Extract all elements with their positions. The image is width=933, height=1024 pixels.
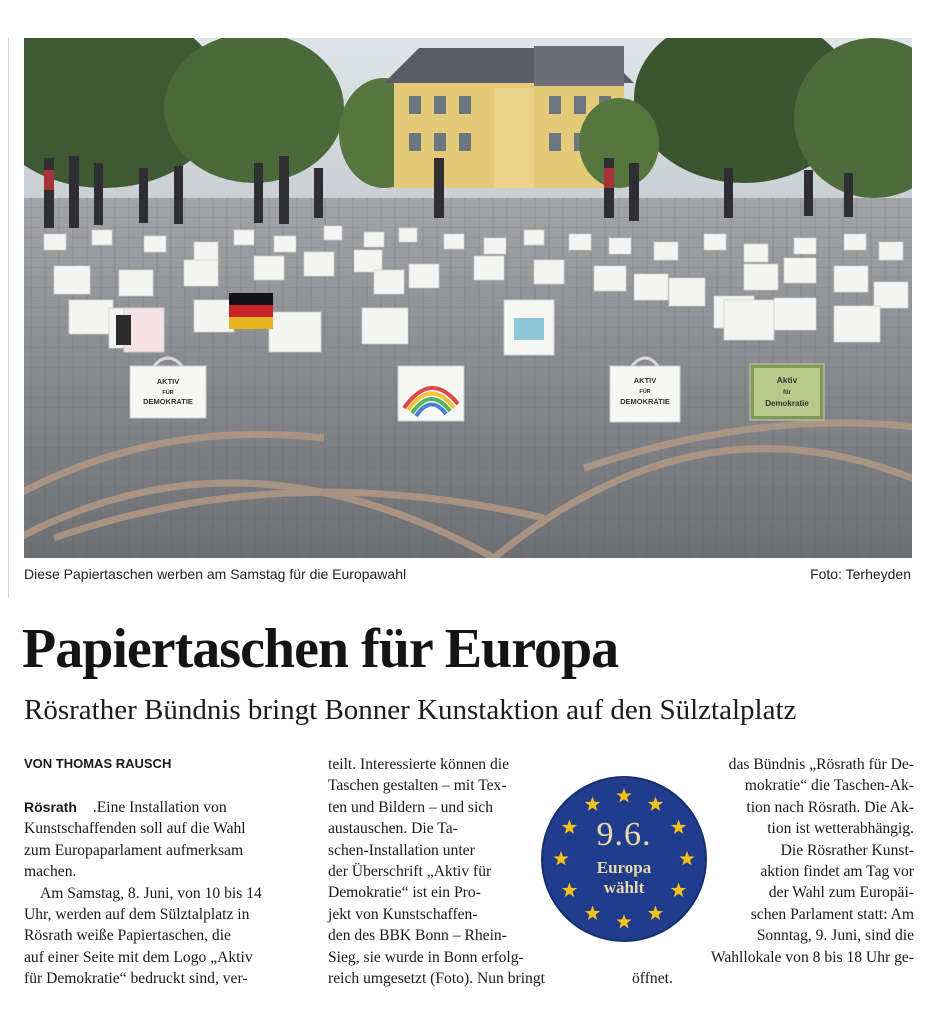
text-line: der Wahl zum Europäi- <box>768 884 914 902</box>
svg-text:für: für <box>783 390 791 396</box>
eu-star-icon <box>648 796 663 810</box>
text-line: Am Samstag, 8. Juni, von 10 bis 14 <box>40 884 262 902</box>
svg-text:FÜR: FÜR <box>639 389 651 395</box>
photo-illustration <box>24 38 912 558</box>
text-line: Uhr, werden auf dem Sülztalplatz in <box>24 906 250 924</box>
svg-text:DEMOKRATIE: DEMOKRATIE <box>143 397 193 406</box>
text-line: öffnet. <box>632 970 673 988</box>
svg-text:DEMOKRATIE: DEMOKRATIE <box>620 397 670 406</box>
text-line: auf einer Seite mit dem Logo „Aktiv <box>24 948 253 966</box>
badge-line-1: Europa <box>596 858 652 877</box>
bag-aktiv-left <box>130 358 206 418</box>
text-line: tion nach Rösrath. Die Ak- <box>746 798 914 816</box>
text-line: für Demokratie“ bedruckt sind, ver- <box>24 970 248 988</box>
eu-star-icon <box>616 788 631 802</box>
bag-rainbow <box>398 366 464 421</box>
text-line: den des BBK Bonn – Rhein- <box>328 927 507 945</box>
text-line: aktion findet am Tag vor <box>760 863 914 881</box>
text-line: tion ist wetterabhängig. <box>767 820 914 838</box>
article-column-2 <box>328 754 545 989</box>
text-line: mokratie“ die Taschen-Ak- <box>744 777 914 795</box>
page-edge-line <box>8 38 9 598</box>
subheadline: Rösrather Bündnis bringt Bonner Kunstaktion auf den Sülztalplatz <box>24 694 797 726</box>
photo-caption: Diese Papiertaschen werben am Samstag für die Europawahl <box>24 566 407 582</box>
svg-text:AKTIV: AKTIV <box>156 377 180 386</box>
text-line: Rösrath .Eine Installation von <box>24 799 227 816</box>
svg-text:Demokratie: Demokratie <box>765 399 809 408</box>
text-line: Sieg, sie wurde in Bonn erfolg- <box>328 948 524 966</box>
text-line: Die Rösrather Kunst- <box>780 841 914 859</box>
svg-text:FÜR: FÜR <box>162 390 174 396</box>
article-column-1 <box>24 797 297 990</box>
text-line: Sonntag, 9. Juni, sind die <box>756 927 914 945</box>
text-line: jekt von Kunstschaffen- <box>328 905 478 923</box>
eu-star-icon <box>616 914 631 928</box>
article-photo <box>24 38 912 558</box>
text-line: Rösrath weiße Papiertaschen, die <box>24 927 231 945</box>
text-line: schen Parlament statt: Am <box>750 905 914 923</box>
eu-star-icon <box>648 906 663 920</box>
text-line: das Bündnis „Rösrath für De- <box>728 756 914 773</box>
eu-star-icon <box>585 906 600 920</box>
text-line: ten und Bildern – und sich <box>328 798 494 816</box>
badge-date: 9.6. <box>596 816 652 853</box>
headline: Papiertaschen für Europa <box>22 618 619 680</box>
text-line: Demokratie“ ist ein Pro- <box>328 884 481 902</box>
text-line: teilt. Interessierte können die <box>328 756 509 773</box>
eu-star-icon <box>585 796 600 810</box>
text-line: Wahllokale von 8 bis 18 Uhr ge- <box>710 948 914 966</box>
text-line: schen-Installation unter <box>328 841 475 859</box>
text-line: Taschen gestalten – mit Tex- <box>328 777 507 795</box>
text-line: der Überschrift „Aktiv für <box>328 863 492 881</box>
text-line: austauschen. Die Ta- <box>328 820 458 838</box>
text-line: machen. <box>24 863 77 881</box>
badge-line-2: wählt <box>603 878 645 897</box>
dateline-city: Rösrath <box>24 799 77 815</box>
photo-credit: Foto: Terheyden <box>810 566 911 582</box>
europe-election-badge <box>541 776 707 942</box>
svg-text:Aktiv: Aktiv <box>776 375 798 385</box>
text-line: reich umgesetzt (Foto). Nun bringt <box>328 970 545 988</box>
text-line: zum Europaparlament aufmerksam <box>24 841 244 859</box>
bag-aktiv-center <box>610 358 680 422</box>
byline: VON THOMAS RAUSCH <box>24 756 172 771</box>
text-line: Kunstschaffenden soll auf die Wahl <box>24 820 246 838</box>
bag-aktiv-painted <box>750 364 824 420</box>
svg-text:AKTIV: AKTIV <box>633 376 657 385</box>
